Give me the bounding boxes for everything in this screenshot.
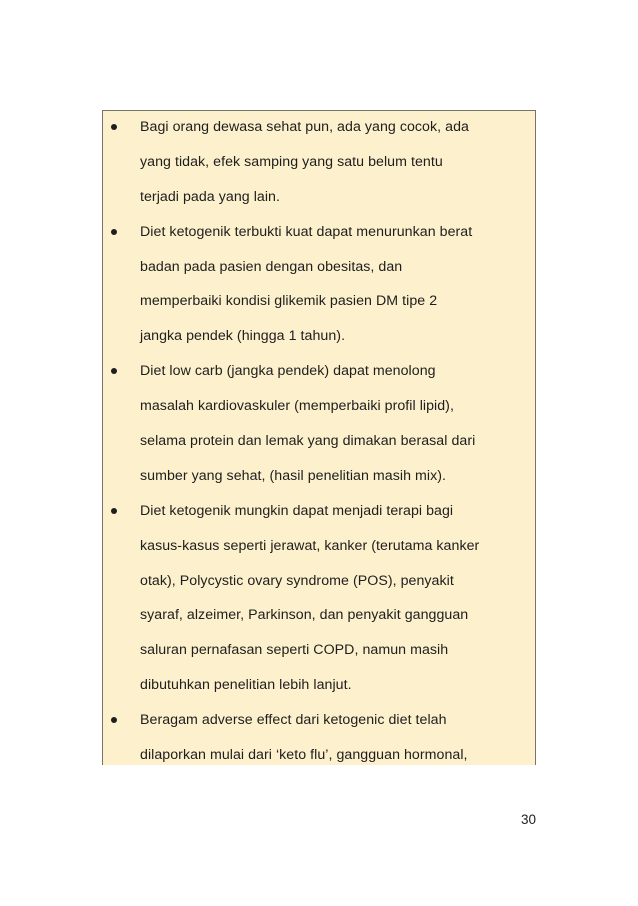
- text-line: yang tidak, efek samping yang satu belum tentu: [140, 153, 443, 170]
- bullet-icon: [111, 229, 117, 235]
- bullet-list: [103, 113, 535, 765]
- text-line: selama protein dan lemak yang dimakan berasal dari: [140, 433, 476, 450]
- text-line: Diet low carb (jangka pendek) dapat menolong: [140, 363, 436, 380]
- text-line: dibutuhkan penelitian lebih lanjut.: [140, 677, 352, 694]
- bullet-icon: [111, 717, 117, 723]
- list-item: [103, 113, 535, 218]
- text-line: Beragam adverse effect dari ketogenic diet telah: [140, 712, 447, 729]
- text-line: badan pada pasien dengan obesitas, dan: [140, 258, 403, 275]
- bullet-icon: [111, 508, 117, 514]
- text-line: sumber yang sehat, (hasil penelitian masih mix).: [140, 467, 446, 484]
- page-number: 30: [520, 812, 536, 827]
- list-item: [103, 706, 535, 765]
- text-line: Bagi orang dewasa sehat pun, ada yang cocok, ada: [140, 119, 469, 135]
- text-line: masalah kardiovaskuler (memperbaiki profil lipid),: [140, 398, 454, 415]
- bullet-icon: [111, 368, 117, 374]
- list-item: [103, 497, 535, 706]
- text-line: Diet ketogenik mungkin dapat menjadi terapi bagi: [140, 502, 454, 519]
- text-line: dilaporkan mulai dari ‘keto flu’, gangguan hormonal,: [140, 747, 468, 764]
- bullet-icon: [111, 124, 117, 130]
- callout-box: [102, 110, 536, 765]
- text-line: memperbaiki kondisi glikemik pasien DM tipe 2: [140, 293, 438, 310]
- text-line: jangka pendek (hingga 1 tahun).: [140, 328, 346, 345]
- text-line: syaraf, alzeimer, Parkinson, dan penyakit gangguan: [140, 607, 469, 624]
- list-item: [103, 218, 535, 358]
- text-line: otak), Polycystic ovary syndrome (POS), penyakit: [140, 572, 454, 589]
- list-item: [103, 357, 535, 497]
- text-line: saluran pernafasan seperti COPD, namun masih: [140, 642, 449, 659]
- text-line: Diet ketogenik terbukti kuat dapat menurunkan berat: [140, 223, 473, 240]
- text-line: kasus-kasus seperti jerawat, kanker (terutama kanker: [140, 537, 480, 554]
- text-line: terjadi pada yang lain.: [140, 188, 280, 205]
